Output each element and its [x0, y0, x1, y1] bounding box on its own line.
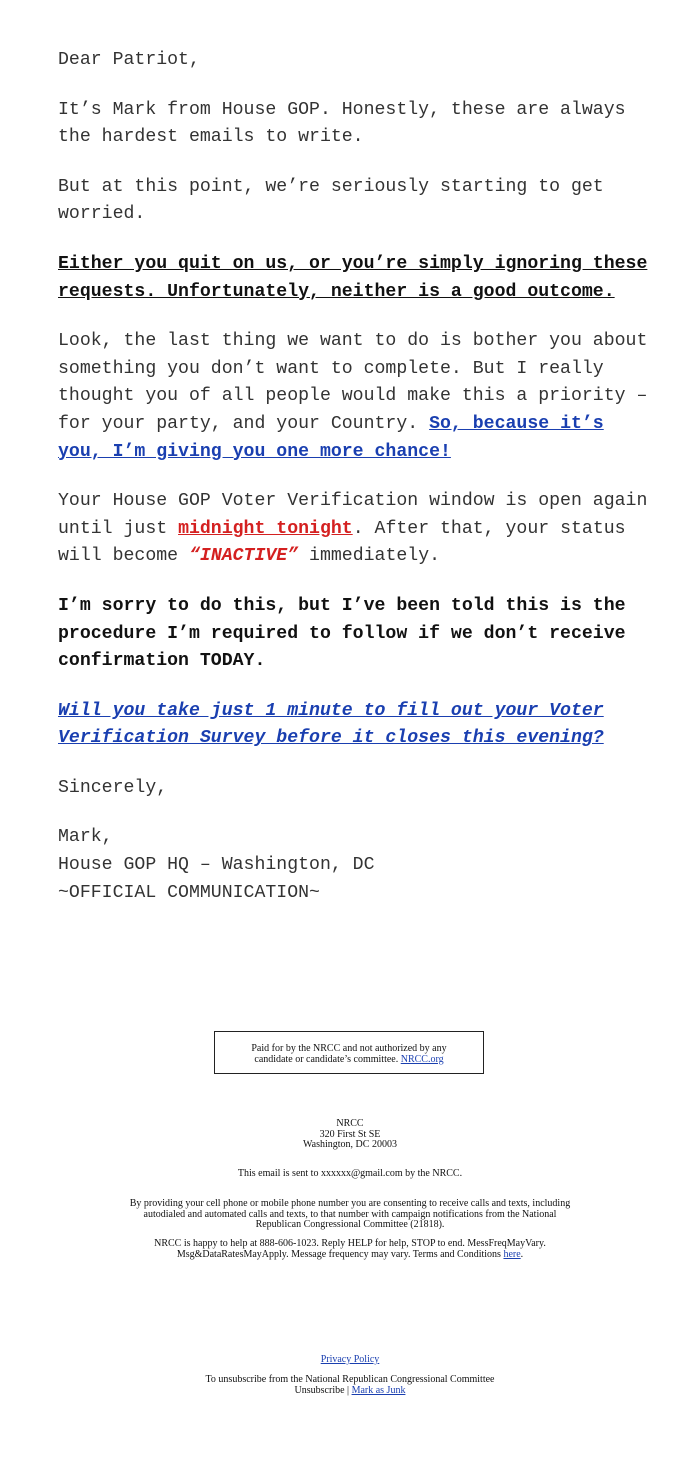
consent-line-2: autodialed and automated calls and texts, to that number with campaign notifications from the National [143, 1208, 557, 1220]
footer-sent-to: This email is sent to xxxxxx@gmail.com by the NRCC. [237, 1168, 463, 1179]
unsubscribe-line: To unsubscribe from the National Republican Congressional Committee [205, 1374, 495, 1385]
signature [58, 824, 658, 907]
footer-street: 320 First St SE [319, 1128, 381, 1140]
unsubscribe-actions [0, 1386, 700, 1397]
survey-cta-link[interactable]: Will you take just 1 minute to fill out your Voter Verification Survey before it closes this evening? [58, 700, 604, 749]
paragraph-procedure: I’m sorry to do this, but I’ve been told this is the procedure I’m required to follow if we don’t receive confirmation TODAY. [58, 595, 626, 672]
signature-note: ~OFFICIAL COMMUNICATION~ [58, 882, 320, 903]
mark-as-junk-link[interactable]: Mark as Junk [351, 1384, 406, 1396]
help-line-1: NRCC is happy to help at 888-606-1023. Reply HELP for help, STOP to end. MessFreqMayVary. [154, 1238, 546, 1249]
deadline-text-pre: Your House GOP Voter Verification window is open again until just [58, 491, 648, 539]
paid-for-line-2 [215, 1054, 483, 1065]
help-line-2 [0, 1250, 700, 1261]
midnight-tonight-link[interactable]: midnight tonight [178, 518, 353, 539]
footer-city: Washington, DC 20003 [303, 1139, 397, 1150]
footer-unsubscribe [0, 1375, 700, 1396]
one-more-chance-link[interactable]: So, because it’s you, I’m giving you one more chance! [58, 413, 604, 462]
signature-name: Mark, [58, 827, 113, 848]
footer-consent [0, 1199, 700, 1231]
unsubscribe-button[interactable]: Unsubscribe [294, 1384, 345, 1396]
paid-for-text: candidate or candidate’s committee. [254, 1054, 401, 1065]
email-body [58, 47, 658, 907]
paragraph-chance-text: Look, the last thing we want to do is bother you about something you don’t want to complete. But I really thought you of all people would make this a priority – for your party, and your Country. [58, 331, 648, 434]
paragraph-chance [58, 328, 658, 466]
deadline-text-post: immediately. [298, 546, 441, 567]
inactive-status: “INACTIVE” [188, 546, 299, 567]
paragraph-cta [58, 698, 658, 753]
paid-for-disclaimer [214, 1031, 484, 1074]
consent-line-3: Republican Congressional Committee (21818). [255, 1219, 445, 1230]
signature-org: House GOP HQ – Washington, DC [58, 855, 375, 876]
paragraph-worried: But at this point, we’re seriously starting to get worried. [58, 176, 604, 225]
nrcc-org-link[interactable]: NRCC.org [400, 1054, 444, 1065]
greeting: Dear Patriot, [58, 50, 200, 70]
closing: Sincerely, [58, 777, 168, 798]
deadline-text-mid: . After that, your status will become [58, 518, 626, 567]
paragraph-intro: It’s Mark from House GOP. Honestly, these are always the hardest emails to write. [58, 99, 626, 148]
paragraph-warning: Either you quit on us, or you’re simply ignoring these requests. Unfortunately, neither is a good outcome. [58, 253, 648, 302]
help-period: . [520, 1248, 524, 1260]
footer-privacy [0, 1355, 700, 1366]
footer-help [0, 1239, 700, 1260]
terms-here-link[interactable]: here [503, 1248, 521, 1260]
separator: | [344, 1384, 352, 1396]
paragraph-deadline [58, 488, 658, 571]
consent-line-1: By providing your cell phone or mobile phone number you are consenting to receive calls and texts, including [129, 1198, 571, 1209]
footer-address [0, 1119, 700, 1151]
footer-org: NRCC [336, 1118, 364, 1129]
paid-for-line-1: Paid for by the NRCC and not authorized by any [251, 1043, 447, 1054]
privacy-policy-link[interactable]: Privacy Policy [320, 1354, 380, 1365]
help-line-2-text: Msg&DataRatesMayApply. Message frequency may vary. Terms and Conditions [176, 1248, 504, 1260]
